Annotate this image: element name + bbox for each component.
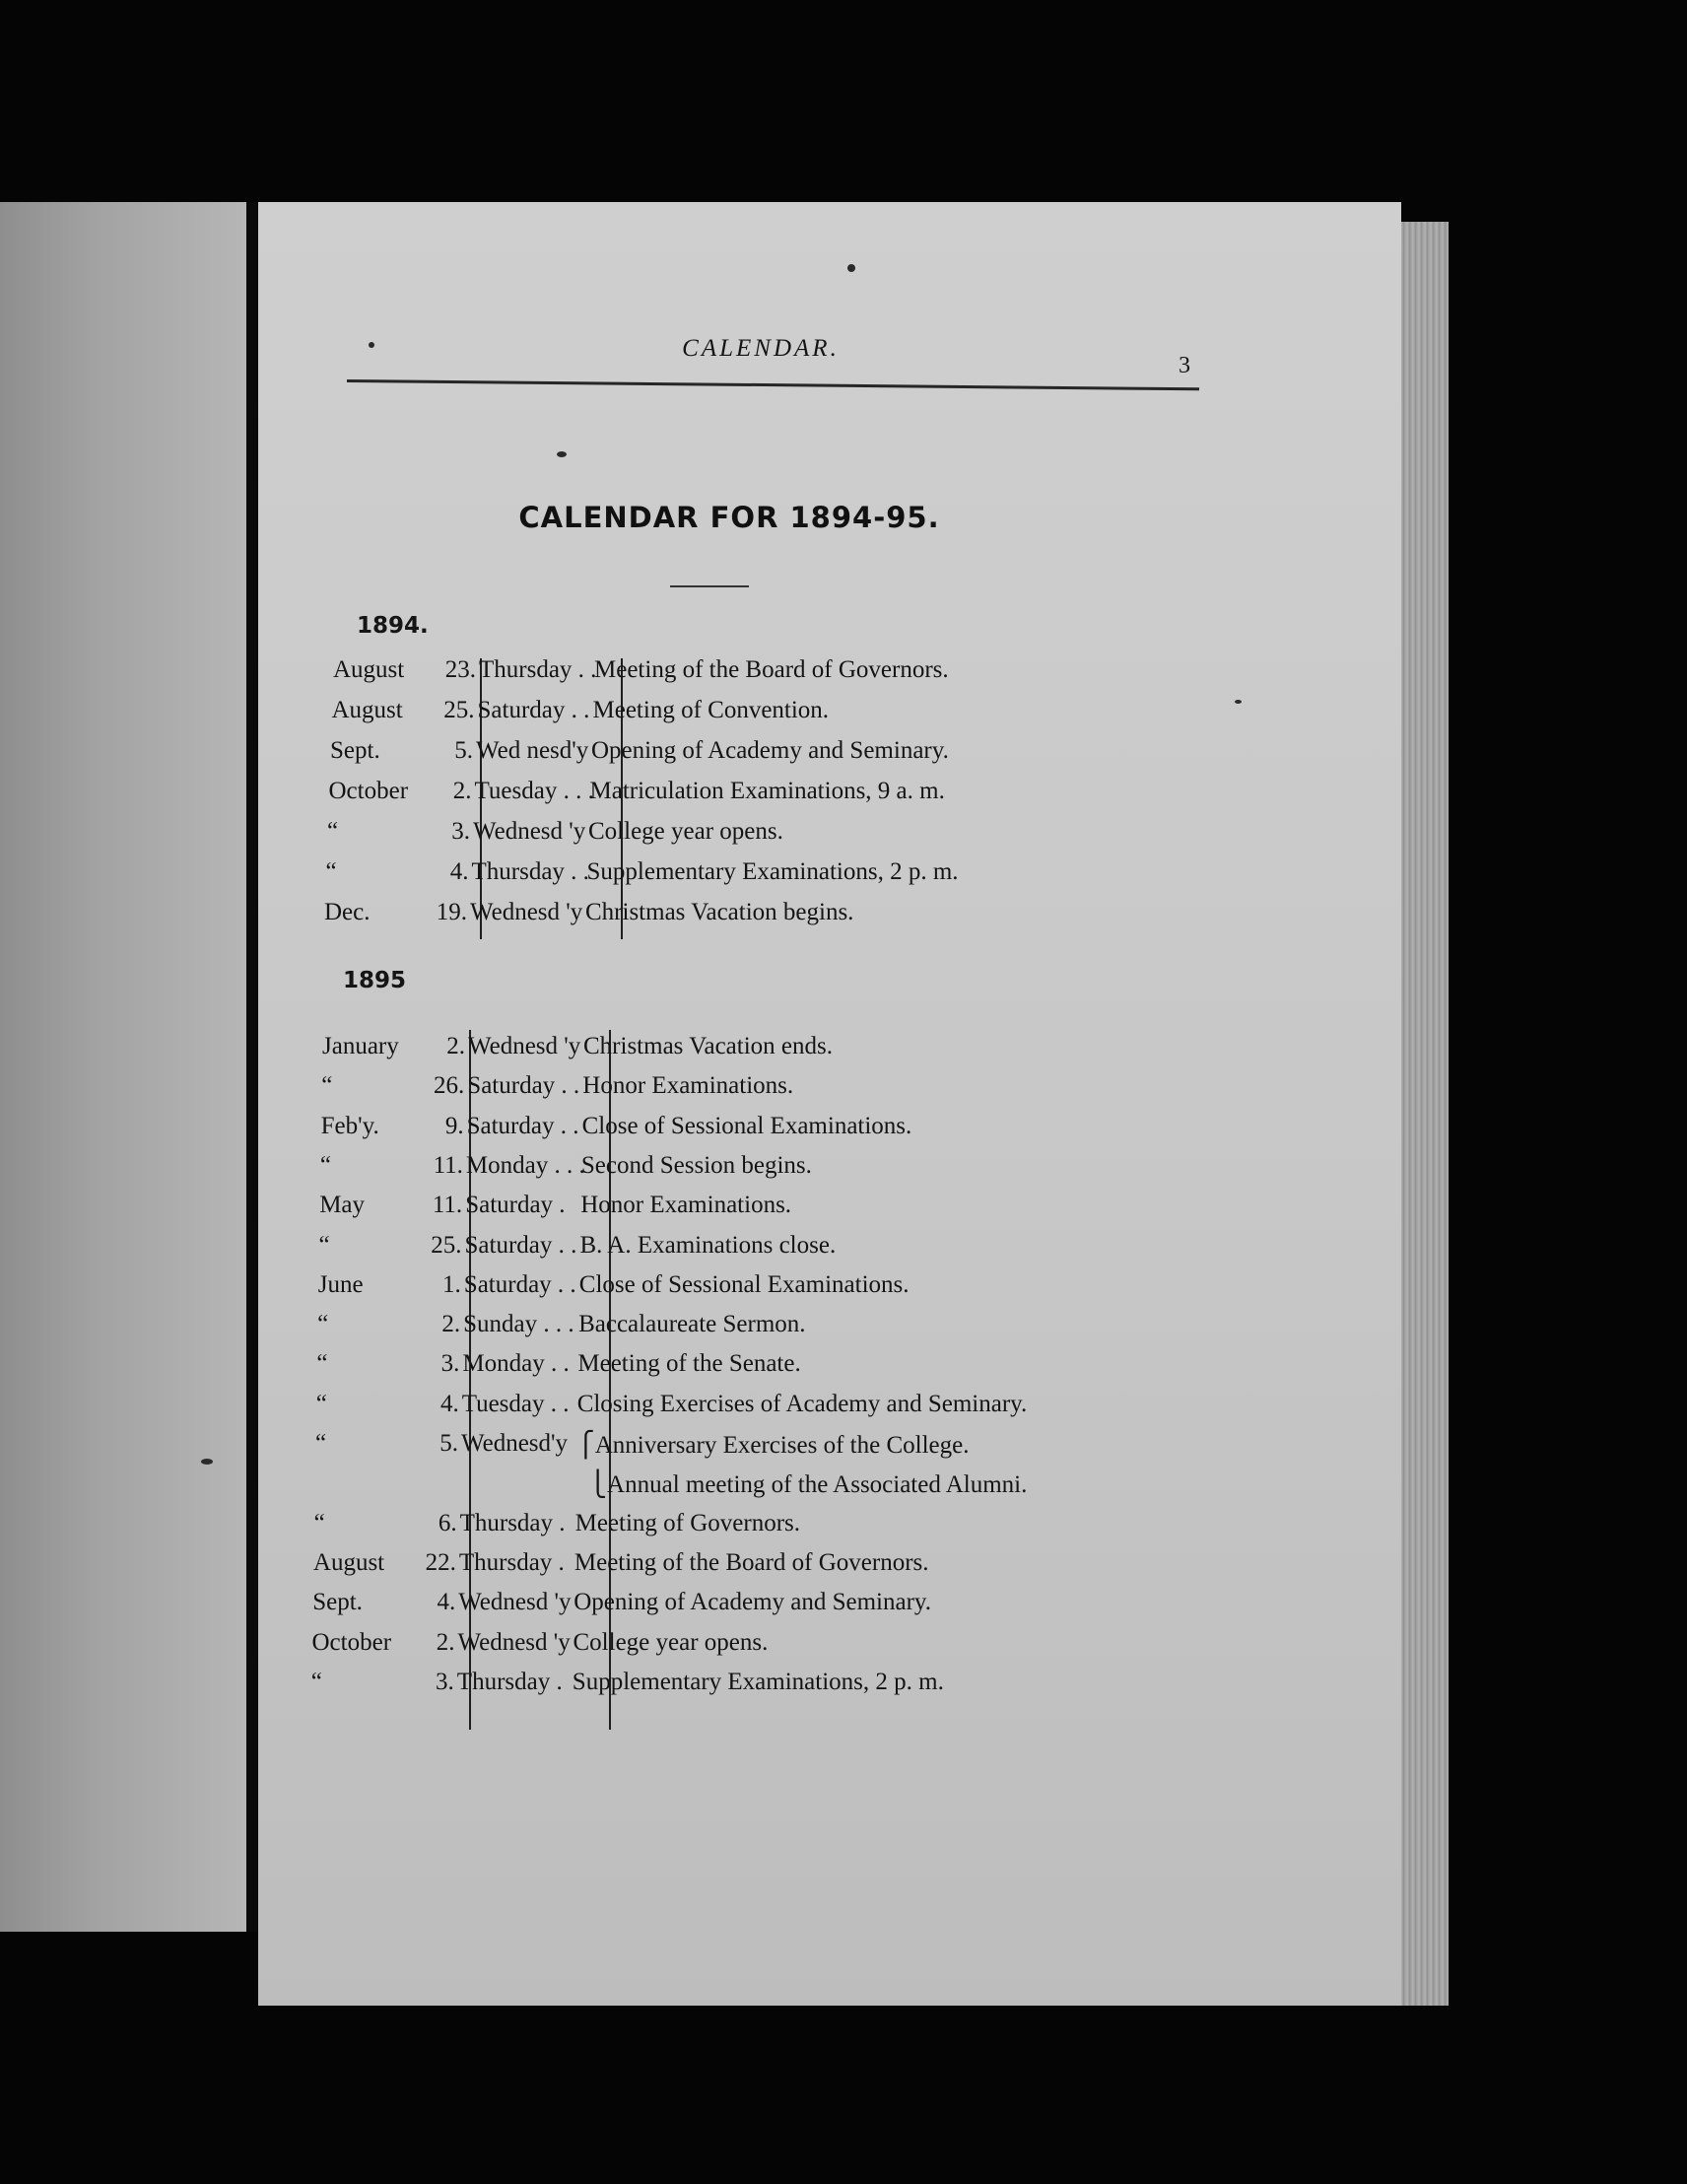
day-cell: 2. <box>452 778 472 804</box>
event-cell: Closing Exercises of Academy and Seminary. <box>576 1390 1028 1417</box>
weekday-cell: Tuesday . . . <box>474 778 594 804</box>
book-gutter <box>246 202 258 1932</box>
event-cell: Meeting of the Board of Governors. <box>574 1548 929 1576</box>
facing-page <box>0 202 246 1932</box>
day-cell: 5. <box>439 1430 458 1457</box>
event-cell: Close of Sessional Examinations. <box>581 1112 912 1139</box>
event-cell: ⎩Annual meeting of the Associated Alumni. <box>588 1471 1028 1499</box>
month-cell: August <box>312 1548 385 1576</box>
weekday-cell: Thursday . . <box>471 858 589 885</box>
month-cell: “ <box>325 858 337 885</box>
print-speck <box>1235 700 1242 704</box>
day-cell: 2. <box>436 1628 455 1656</box>
calendar-page <box>258 202 1401 2006</box>
month-cell: Dec. <box>324 899 371 925</box>
month-cell: “ <box>316 1350 328 1378</box>
weekday-cell: Saturday . . <box>464 1231 577 1259</box>
day-cell: 4. <box>449 858 469 885</box>
event-cell: Opening of Academy and Seminary. <box>591 737 949 764</box>
month-cell: June <box>317 1270 364 1298</box>
event-cell: Christmas Vacation ends. <box>583 1033 833 1059</box>
month-cell: “ <box>313 1509 325 1536</box>
weekday-cell: Saturday . . <box>463 1270 576 1298</box>
day-cell: 3. <box>451 818 470 845</box>
event-cell: College year opens. <box>573 1628 769 1656</box>
weekday-cell: Saturday . . <box>477 697 590 723</box>
month-cell: “ <box>318 1231 330 1259</box>
weekday-cell: Saturday . <box>465 1192 566 1219</box>
event-cell: Close of Sessional Examinations. <box>578 1270 910 1298</box>
month-cell: January <box>322 1033 399 1059</box>
month-cell: “ <box>315 1390 327 1417</box>
day-cell: 3. <box>440 1350 460 1378</box>
event-cell: B. A. Examinations close. <box>579 1231 837 1259</box>
event-cell: ⎧Anniversary Exercises of the College. <box>576 1432 970 1459</box>
month-cell: “ <box>315 1430 327 1457</box>
day-cell: 9. <box>444 1112 464 1139</box>
weekday-cell: Monday . . <box>462 1350 570 1378</box>
event-cell: College year opens. <box>588 818 783 845</box>
event-cell: Supplementary Examinations, 2 p. m. <box>586 858 959 885</box>
weekday-cell: Thursday . <box>456 1668 563 1695</box>
weekday-cell: Thursday . . <box>479 656 597 683</box>
print-speck <box>847 264 855 272</box>
year-heading-1894: 1894. <box>357 613 429 639</box>
month-cell: “ <box>327 818 339 845</box>
weekday-cell: Wednesd 'y <box>470 899 583 925</box>
title-rule <box>670 585 749 587</box>
weekday-cell: Saturday . . <box>466 1112 579 1139</box>
event-cell: Baccalaureate Sermon. <box>578 1311 806 1338</box>
event-cell: Meeting of Convention. <box>592 697 830 723</box>
weekday-cell: Wed nesd'y <box>476 737 589 764</box>
event-cell: Honor Examinations. <box>580 1192 792 1219</box>
event-cell: Meeting of Governors. <box>574 1509 801 1536</box>
month-cell: Feb'y. <box>320 1112 379 1139</box>
month-cell: “ <box>310 1668 322 1695</box>
weekday-cell: Wednesd 'y <box>458 1589 572 1616</box>
month-cell: “ <box>321 1072 333 1100</box>
day-cell: 11. <box>433 1151 463 1179</box>
month-cell: Sept. <box>312 1589 363 1616</box>
day-cell: 23. <box>444 656 476 683</box>
day-cell: 3. <box>436 1668 454 1695</box>
month-cell: August <box>333 656 405 683</box>
weekday-cell: Saturday . . <box>467 1072 580 1100</box>
day-cell: 1. <box>442 1270 461 1298</box>
day-cell: 25. <box>431 1231 462 1259</box>
weekday-cell: Wednesd'y <box>461 1430 569 1457</box>
print-speck <box>201 1459 213 1465</box>
year-heading-1895: 1895 <box>343 968 407 993</box>
weekday-cell: Wednesd 'y <box>473 818 586 845</box>
day-cell: 4. <box>437 1589 456 1616</box>
weekday-cell: Thursday . <box>458 1548 565 1576</box>
month-cell: “ <box>317 1311 329 1338</box>
day-cell: 25. <box>443 697 475 723</box>
day-cell: 6. <box>438 1509 457 1536</box>
day-cell: 22. <box>425 1548 456 1576</box>
weekday-cell: Wednesd 'y <box>468 1033 581 1059</box>
day-cell: 19. <box>436 899 467 925</box>
day-cell: 4. <box>439 1390 459 1417</box>
day-cell: 26. <box>434 1072 465 1100</box>
event-cell: Honor Examinations. <box>582 1072 794 1100</box>
month-cell: “ <box>319 1151 331 1179</box>
month-cell: Sept. <box>330 737 380 764</box>
event-cell: Supplementary Examinations, 2 p. m. <box>572 1668 944 1695</box>
month-cell: August <box>331 697 403 723</box>
print-speck <box>557 451 567 457</box>
page-title: CALENDAR FOR 1894-95. <box>518 501 940 534</box>
event-cell: Meeting of the Senate. <box>577 1350 801 1378</box>
event-cell: Opening of Academy and Seminary. <box>574 1589 932 1616</box>
weekday-cell: Sunday . . . <box>463 1311 574 1338</box>
weekday-cell: Wednesd 'y <box>457 1628 571 1656</box>
event-cell: Matriculation Examinations, 9 a. m. <box>589 778 945 804</box>
weekday-cell: Thursday . <box>459 1509 566 1536</box>
day-cell: 2. <box>446 1033 465 1059</box>
weekday-cell: Tuesday . . <box>461 1390 570 1417</box>
day-cell: 11. <box>432 1192 463 1219</box>
month-cell: October <box>311 1628 392 1656</box>
page-number: 3 <box>1179 353 1190 378</box>
print-speck <box>369 342 374 348</box>
month-cell: May <box>319 1192 366 1219</box>
event-cell: Meeting of the Board of Governors. <box>594 656 949 683</box>
running-head: CALENDAR. <box>682 335 840 362</box>
event-cell: Christmas Vacation begins. <box>585 899 854 925</box>
weekday-cell: Monday . . . <box>465 1151 585 1179</box>
day-cell: 2. <box>441 1311 461 1338</box>
month-cell: October <box>328 778 409 804</box>
event-cell: Second Session begins. <box>580 1151 812 1179</box>
day-cell: 5. <box>454 737 473 764</box>
